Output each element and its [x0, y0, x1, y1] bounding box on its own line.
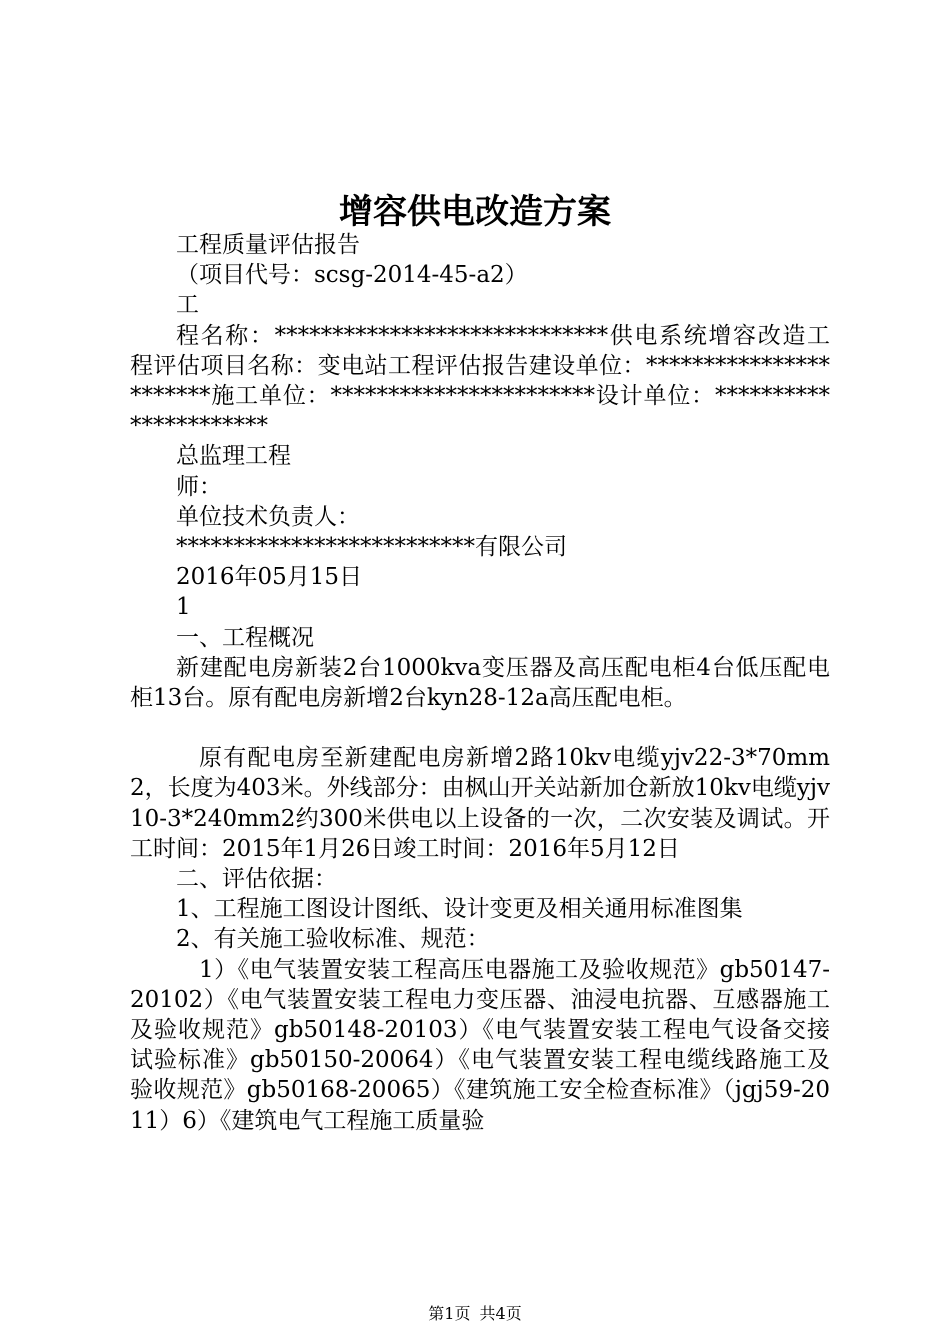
blank-line	[130, 713, 830, 743]
project-code: （项目代号：scsg-2014-45-a2）	[176, 262, 528, 289]
chief-supervisor-value: 师：	[176, 473, 222, 500]
page-total: 共4页	[479, 1304, 522, 1323]
technical-lead-label: 单位技术负责人：	[176, 503, 360, 530]
overview-paragraph-1: 新建配电房新装2台1000kva变压器及高压配电柜4台低压配电柜13台。原有配电房新增2台kyn28-12a高压配电柜。	[130, 654, 830, 712]
page-footer	[0, 1301, 950, 1324]
report-date: 2016年05月15日	[176, 564, 363, 591]
report-heading: 工程质量评估报告	[176, 232, 360, 258]
page-number: 第1页	[428, 1304, 471, 1323]
standards-list-paragraph: 1）《电气装置安装工程高压电器施工及验收规范》gb50147-20102）《电气装置安装工程电力变压器、油浸电抗器、互感器施工及验收规范》gb50148-20103）《电气装置安装工程电气设备交接试验标准》gb50150-20064）《电气装置安装工程电缆线路施工及验收规范》gb50168-20065）《建筑施工安全检查标准》（jgj59-2011）6）《建筑电气工程施工质量验	[130, 956, 830, 1134]
section-number: 1	[176, 594, 191, 621]
document-body	[130, 230, 830, 1136]
basis-item-1: 1、工程施工图设计图纸、设计变更及相关通用标准图集	[176, 896, 743, 923]
document-title: 增容供电改造方案	[339, 192, 611, 232]
company-name: **************************有限公司	[176, 534, 567, 561]
overview-paragraph-2: 原有配电房至新建配电房新增2路10kv电缆yjv22-3*70mm2，长度为403米。外线部分：由枫山开关站新加仓新放10kv电缆yjv10-3*240mm2约300米供电以上设备的一次，二次安装及调试。开工时间：2015年1月26日竣工时间：2016年5月12日	[130, 745, 830, 862]
project-info-paragraph: 程名称：*****************************供电系统增容改造工程评估项目名称：变电站工程评估报告建设单位：***********************施工单位：***********************设计单位：**********************	[130, 322, 830, 440]
basis-item-2: 2、有关施工验收标准、规范：	[176, 926, 490, 953]
section-heading-basis: 二、评估依据：	[176, 866, 337, 893]
section-heading-overview: 一、工程概况	[176, 624, 314, 651]
paragraph-fragment: 工	[176, 292, 199, 319]
chief-supervisor-label: 总监理工程	[176, 443, 291, 470]
